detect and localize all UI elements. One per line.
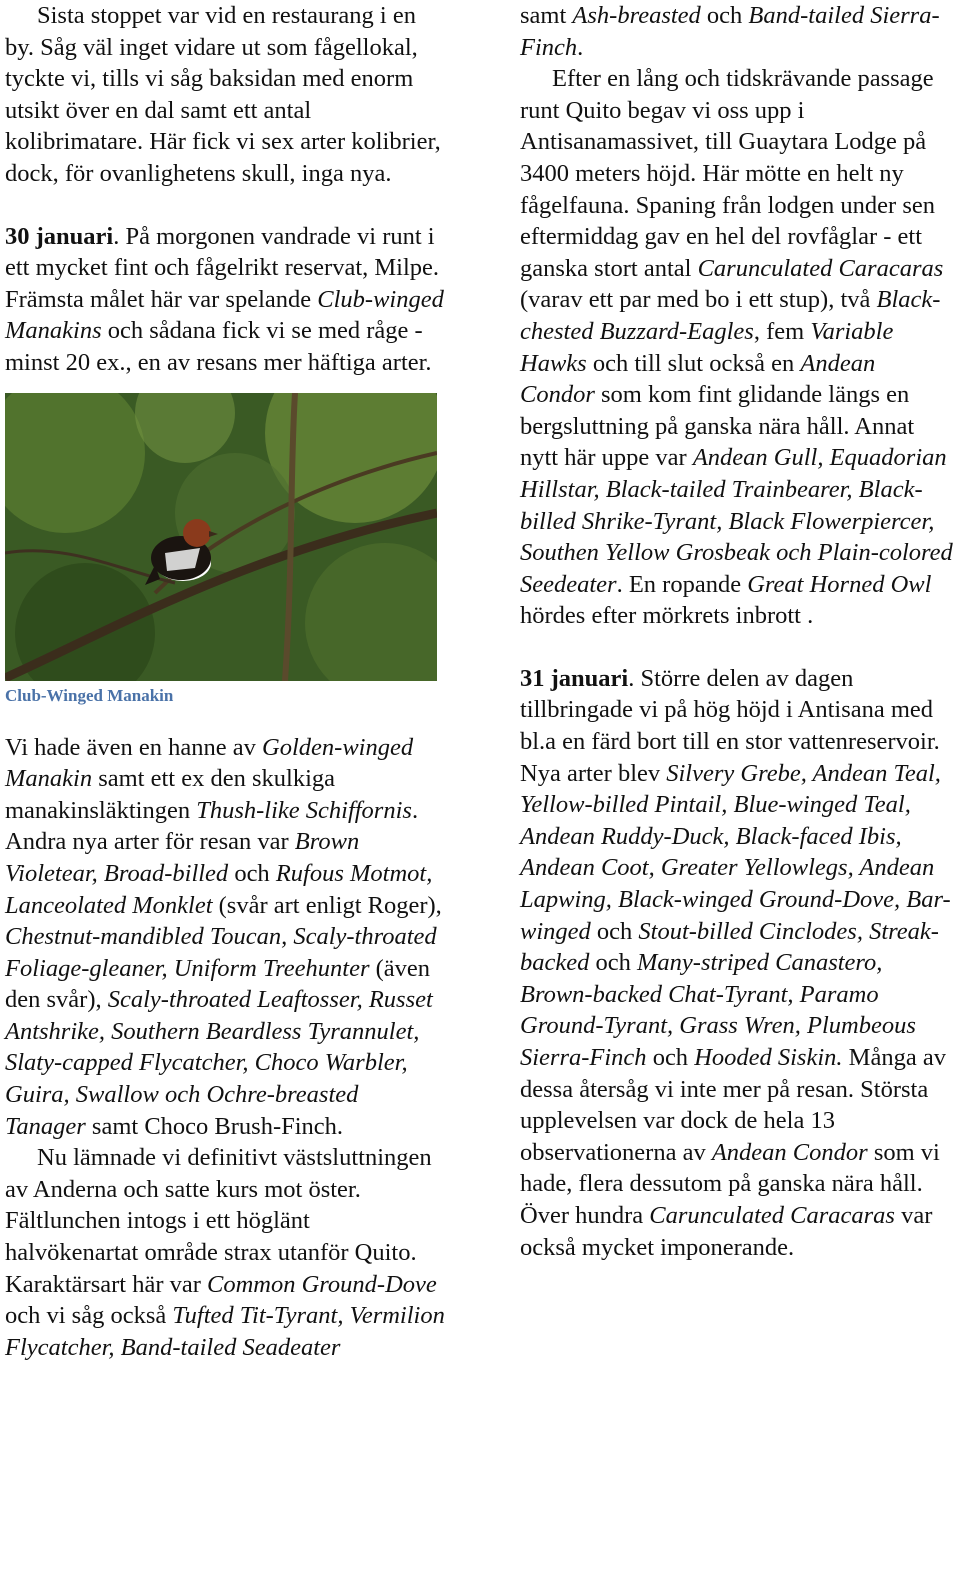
paragraph-antisana: Efter en lång och tidskrävande passage runt Quito begav vi oss upp i Antisanamassivet, till Guaytara Lodge på 3400 meters höjd. Här mötte en helt ny fågelfauna. Spaning från lodgen under sen eftermiddag gav en hel del rovfåglar - ett ganska stort antal Carunculated Caracaras (varav ett par med bo i ett stup), två Black-chested Buzzard-Eagles, fem Variable Hawks och till slut också en Andean Condor som kom fint glidande längs en bergsluttning på ganska nära håll. Annat nytt här uppe var Andean Gull, Equadorian Hillstar, Black-tailed Trainbearer, Black-billed Shrike-Tyrant, Black Flowerpiercer, Southen Yellow Grosbeak och Plain-colored Seedeater. En ropande Great Horned Owl hördes efter mörkrets inbrott . [520,65,953,630]
left-column [5,0,445,1363]
paragraph-manakin: Vi hade även en hanne av Golden-winged Manakin samt ett ex den skulkiga manakinsläktingen Thush-like Schiffornis. Andra nya arter för resan var Brown Violetear, Broad-billed och Rufous Motmot, Lanceolated Monklet (svår art enligt Roger), Chestnut-mandibled Toucan, Scaly-throated Foliage-gleaner, Uniform Treehunter (även den svår), Scaly-throated Leaftosser, Russet Antshrike, Southern Beardless Tyrannulet, Slaty-capped Flycatcher, Choco Warbler, Guira, Swallow och Ochre-breasted Tanager samt Choco Brush-Finch. [5,733,442,1140]
paragraph-30-januari: 30 januari. På morgonen vandrade vi runt i ett mycket fint och fågelrikt reservat, Milpe. Främsta målet här var spelande Club-winged Manakins och sådana fick vi se med råge - minst 20 ex., en av resans mer häftiga arter. [5,222,444,376]
bird-photo [5,393,437,681]
species-name: Club-winged Manakins [5,285,444,345]
paragraph-31-januari: 31 januari. Större delen av dagen tillbringade vi på hög höjd i Antisana med bl.a en färd bort till en stor vattenreservoir. Nya arter blev Silvery Grebe, Andean Teal, Yellow-billed Pintail, Blue-winged Teal, Andean Ruddy-Duck, Black-faced Ibis, Andean Coot, Greater Yellowlegs, Andean Lapwing, Black-winged Ground-Dove, Bar-winged och Stout-billed Cinclodes, Streak-backed och Many-striped Canastero, Brown-backed Chat-Tyrant, Paramo Ground-Tyrant, Grass Wren, Plumbeous Sierra-Finch och Hooded Siskin. Många av dessa återsåg vi inte mer på resan. Största upplevelsen var dock de hela 13 observationerna av Andean Condor som vi hade, flera dessutom på ganska nära håll. Över hundra Carunculated Caracaras var också mycket imponerande. [520,664,951,1261]
date-heading: 31 januari [520,664,629,692]
paragraph-restaurant: Sista stoppet var vid en restaurang i en by. Såg väl inget vidare ut som fågellokal, tyckte vi, tills vi såg baksidan med enorm utsikt över en dal samt ett antal kolibrimatare. Här fick vi sex arter kolibrier, dock, för ovanlighetens skull, inga nya. [5,2,441,187]
paragraph-sierra-finch: samt Ash-breasted och Band-tailed Sierra-Finch. [520,2,940,61]
photo-caption: Club-Winged Manakin [5,685,174,705]
paragraph-quito: Nu lämnade vi definitivt västsluttningen av Anderna och satte kurs mot öster. Fältlunchen intogs i ett höglänt halvökenartat område strax utanför Quito. Karaktärsart här var Common Ground-Dove och vi såg också Tufted Tit-Tyrant, Vermilion Flycatcher, Band-tailed Seadeater [5,1144,445,1361]
date-heading: 30 januari [5,222,114,250]
right-column [520,0,956,1263]
